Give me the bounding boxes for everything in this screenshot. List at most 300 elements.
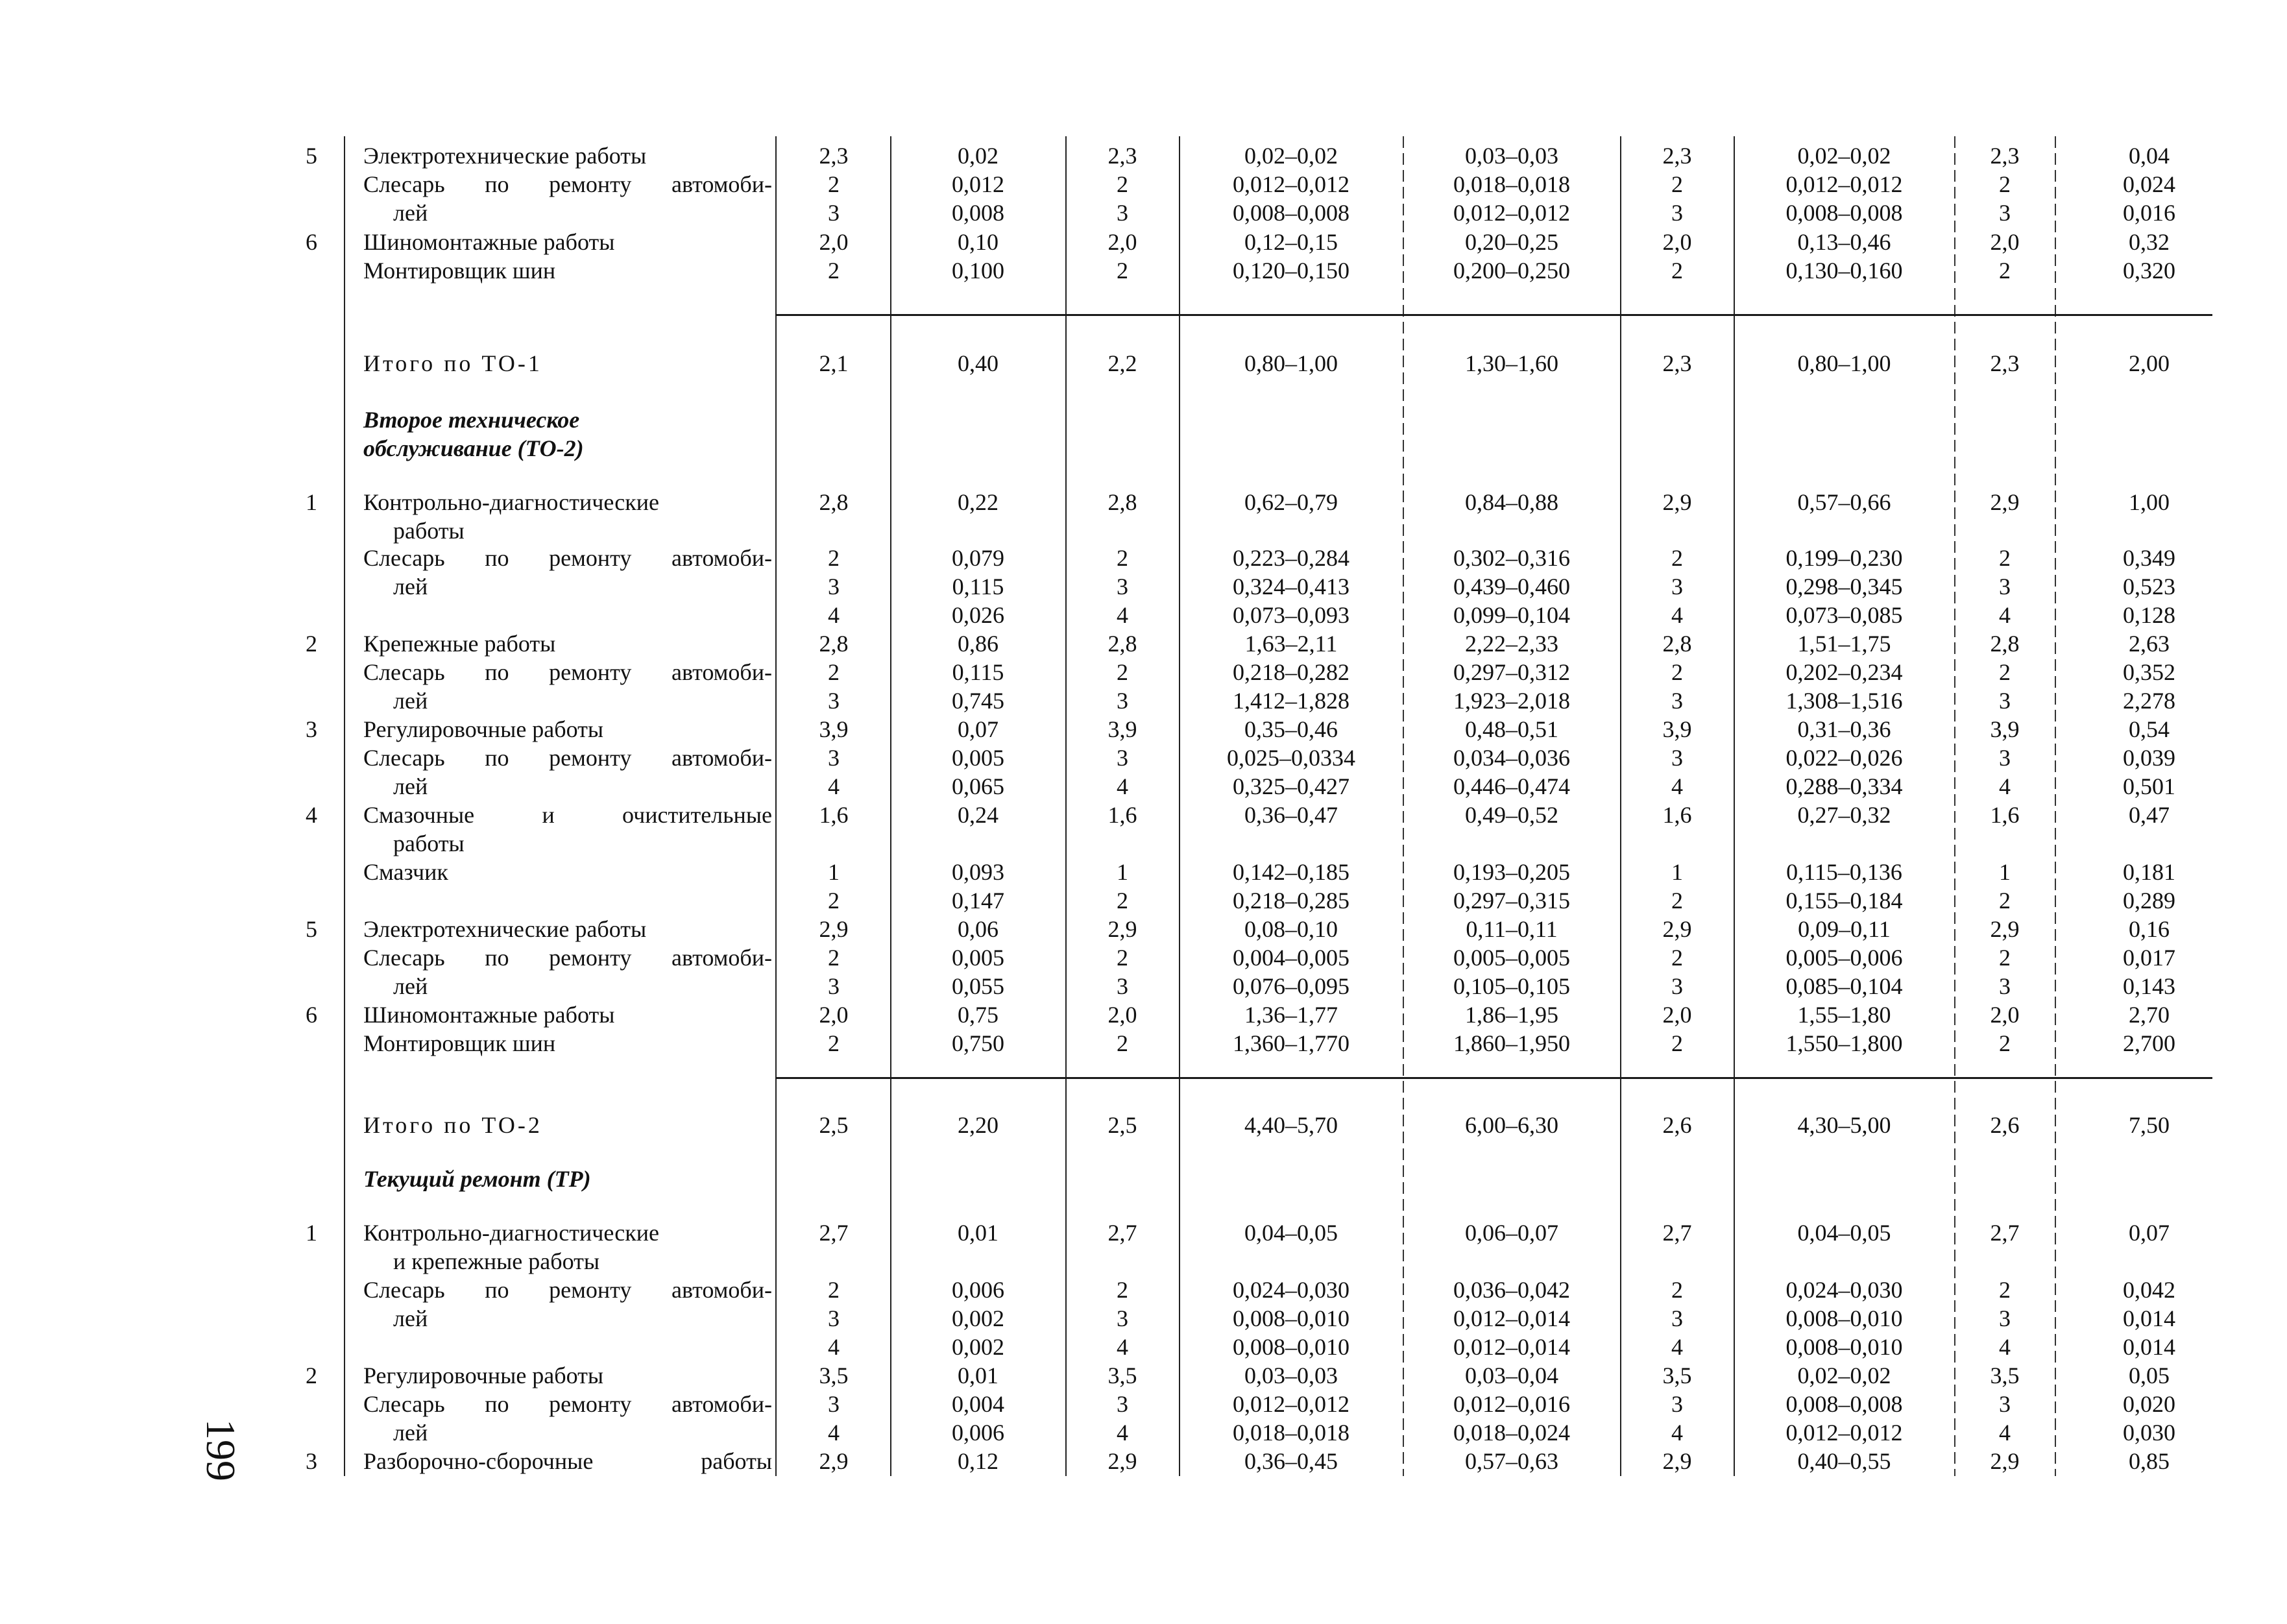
value-cell-col4: 0,223–0,284 [1233,545,1349,571]
value-cell-col6: 3 [1671,973,1683,999]
value-cell-col2: 0,065 [952,773,1004,799]
value-cell-col4: 0,076–0,095 [1233,973,1349,999]
value-cell-col3: 2,8 [1107,489,1137,515]
value-cell-col2: 0,115 [952,659,1004,685]
column-rule [890,136,891,1476]
value-cell-col5: 0,018–0,024 [1453,1420,1570,1446]
value-cell-col9: 0,030 [2123,1420,2175,1446]
table-row [0,488,2287,516]
value-cell-col3: 2,5 [1107,1112,1137,1138]
value-cell-col8: 3 [1999,1305,2011,1331]
work-name: работы [393,830,465,856]
value-cell-col5: 1,30–1,60 [1465,350,1558,376]
value-cell-col9: 0,523 [2123,574,2175,600]
value-cell-col7: 0,09–0,11 [1798,916,1891,942]
value-cell-col9: 0,017 [2123,945,2175,971]
value-cell-col1: 2,7 [819,1220,849,1246]
value-cell-col3: 2,8 [1107,631,1137,657]
value-cell-col5: 0,48–0,51 [1465,716,1558,742]
value-cell-col1: 2,8 [819,489,849,515]
value-cell-col1: 2,8 [819,631,849,657]
value-cell-col4: 0,018–0,018 [1233,1420,1349,1446]
table-row [0,1111,2287,1139]
value-cell-col4: 0,36–0,45 [1244,1448,1338,1474]
value-cell-col8: 2,8 [1990,631,2020,657]
value-cell-col7: 0,04–0,05 [1797,1220,1891,1246]
value-cell-col9: 2,70 [2129,1002,2170,1028]
value-cell-col3: 2,9 [1107,1448,1137,1474]
value-cell-col6: 2 [1671,258,1683,284]
value-cell-col2: 0,40 [958,350,998,376]
value-cell-col3: 3 [1117,745,1128,771]
value-cell-col2: 0,22 [958,489,998,515]
value-cell-col5: 0,06–0,07 [1465,1220,1558,1246]
value-cell-col9: 0,014 [2123,1334,2175,1360]
value-cell-col7: 1,55–1,80 [1797,1002,1891,1028]
value-cell-col9: 1,00 [2129,489,2170,515]
value-cell-col6: 3,9 [1662,716,1692,742]
value-cell-col8: 3,5 [1990,1363,2020,1388]
value-cell-col1: 3 [828,574,840,600]
value-cell-col2: 0,75 [958,1002,998,1028]
column-rule [1065,136,1067,1476]
value-cell-col3: 3 [1117,574,1128,600]
value-cell-col1: 3,5 [819,1363,849,1388]
value-cell-col1: 2 [828,258,840,284]
value-cell-col3: 1,6 [1107,802,1137,828]
value-cell-col6: 4 [1671,773,1683,799]
value-cell-col5: 1,923–2,018 [1453,688,1570,714]
value-cell-col5: 1,860–1,950 [1453,1030,1570,1056]
value-cell-col1: 2 [828,945,840,971]
table-row [0,915,2287,943]
value-cell-col4: 0,35–0,46 [1244,716,1338,742]
item-number: 6 [306,1002,317,1028]
value-cell-col3: 2 [1117,1030,1128,1056]
value-cell-col5: 0,57–0,63 [1465,1448,1558,1474]
work-name: Регулировочные работы [363,1363,604,1388]
value-cell-col4: 0,073–0,093 [1233,602,1349,628]
value-cell-col9: 0,016 [2123,200,2175,226]
value-cell-col8: 2,3 [1990,143,2020,169]
work-name: Электротехнические работы [363,916,647,942]
value-cell-col4: 0,008–0,010 [1233,1334,1349,1360]
table-row [0,943,2287,972]
value-cell-col2: 0,01 [958,1363,998,1388]
value-cell-col8: 3 [1999,745,2011,771]
value-cell-col8: 2,0 [1990,229,2020,255]
value-cell-col6: 2,9 [1662,489,1692,515]
table-row [0,1000,2287,1029]
value-cell-col6: 2,7 [1662,1220,1692,1246]
value-cell-col6: 2,3 [1662,350,1692,376]
value-cell-col6: 2,6 [1662,1112,1692,1138]
value-cell-col9: 0,181 [2123,859,2175,885]
value-cell-col7: 0,298–0,345 [1785,574,1903,600]
value-cell-col5: 6,00–6,30 [1465,1112,1558,1138]
value-cell-col2: 0,12 [958,1448,998,1474]
work-name: Слесарь по ремонту автомоби- [363,1391,772,1417]
value-cell-col6: 3 [1671,200,1683,226]
work-name: работы [393,518,465,544]
value-cell-col6: 2,8 [1662,631,1692,657]
value-cell-col8: 3,9 [1990,716,2020,742]
item-number: 2 [306,631,317,657]
table-row [0,715,2287,744]
table-row [0,658,2287,686]
value-cell-col5: 0,012–0,014 [1453,1334,1570,1360]
value-cell-col8: 4 [1999,602,2011,628]
work-name: лей [393,200,428,226]
value-cell-col8: 2 [1999,659,2011,685]
value-cell-col2: 0,006 [952,1277,1004,1303]
value-cell-col6: 3 [1671,1391,1683,1417]
value-cell-col7: 0,115–0,136 [1786,859,1902,885]
value-cell-col5: 0,439–0,460 [1453,574,1570,600]
value-cell-col6: 3 [1671,574,1683,600]
value-cell-col2: 0,02 [958,143,998,169]
value-cell-col8: 4 [1999,1420,2011,1446]
value-cell-col7: 0,31–0,36 [1797,716,1891,742]
value-cell-col4: 0,80–1,00 [1244,350,1338,376]
value-cell-col9: 0,85 [2129,1448,2170,1474]
value-cell-col3: 2 [1117,945,1128,971]
value-cell-col2: 0,093 [952,859,1004,885]
value-cell-col5: 0,193–0,205 [1453,859,1570,885]
item-number: 4 [306,802,317,828]
value-cell-col7: 0,012–0,012 [1785,171,1903,197]
table-row [0,434,2287,463]
value-cell-col2: 0,008 [952,200,1004,226]
column-rule [1954,136,1955,1476]
column-rule [1179,136,1180,1476]
value-cell-col9: 0,014 [2123,1305,2175,1331]
value-cell-col4: 0,03–0,03 [1244,1363,1338,1388]
value-cell-col2: 0,026 [952,602,1004,628]
value-cell-col4: 1,63–2,11 [1244,631,1338,657]
value-cell-col6: 2 [1671,545,1683,571]
value-cell-col7: 0,199–0,230 [1785,545,1903,571]
value-cell-col8: 1,6 [1990,802,2020,828]
value-cell-col8: 2,9 [1990,489,2020,515]
value-cell-col7: 0,02–0,02 [1797,143,1891,169]
work-name: Контрольно-диагностические [363,1220,659,1246]
value-cell-col7: 1,550–1,800 [1785,1030,1903,1056]
value-cell-col3: 2,9 [1107,916,1137,942]
total-label: Итого по ТО-1 [363,350,542,376]
table-row [0,1029,2287,1058]
value-cell-col6: 4 [1671,1420,1683,1446]
value-cell-col4: 0,08–0,10 [1244,916,1338,942]
table-row [0,772,2287,801]
work-name: Крепежные работы [363,631,556,657]
value-cell-col7: 0,57–0,66 [1797,489,1891,515]
work-name: Шиномонтажные работы [363,1002,615,1028]
value-cell-col7: 0,008–0,008 [1785,1391,1903,1417]
value-cell-col8: 2,0 [1990,1002,2020,1028]
table-row [0,1247,2287,1276]
table-row [0,1218,2287,1247]
value-cell-col8: 3 [1999,200,2011,226]
value-cell-col2: 0,055 [952,973,1004,999]
value-cell-col9: 0,024 [2123,171,2175,197]
value-cell-col8: 2,3 [1990,350,2020,376]
value-cell-col6: 3 [1671,745,1683,771]
table-row [0,1418,2287,1447]
value-cell-col4: 0,218–0,282 [1233,659,1349,685]
value-cell-col9: 0,289 [2123,888,2175,914]
value-cell-col3: 3,9 [1107,716,1137,742]
table-row [0,228,2287,256]
value-cell-col3: 2,0 [1107,229,1137,255]
value-cell-col7: 0,008–0,008 [1785,200,1903,226]
value-cell-col3: 2 [1117,545,1128,571]
value-cell-col2: 0,005 [952,745,1004,771]
value-cell-col6: 4 [1671,602,1683,628]
value-cell-col1: 3 [828,1391,840,1417]
value-cell-col7: 0,13–0,46 [1797,229,1891,255]
value-cell-col4: 0,218–0,285 [1233,888,1349,914]
value-cell-col6: 1 [1671,859,1683,885]
value-cell-col3: 2,3 [1107,143,1137,169]
value-cell-col1: 3,9 [819,716,849,742]
column-rule [1734,136,1735,1476]
value-cell-col5: 0,005–0,005 [1453,945,1570,971]
table-row [0,544,2287,572]
value-cell-col6: 2,9 [1662,1448,1692,1474]
table-row [0,1447,2287,1475]
value-cell-col4: 1,36–1,77 [1244,1002,1338,1028]
value-cell-col9: 0,07 [2129,1220,2170,1246]
value-cell-col5: 0,200–0,250 [1453,258,1570,284]
section-heading: Текущий ремонт (ТР) [363,1166,591,1192]
value-cell-col5: 0,012–0,014 [1453,1305,1570,1331]
value-cell-col1: 1,6 [819,802,849,828]
value-cell-col2: 0,079 [952,545,1004,571]
item-number: 1 [306,1220,317,1246]
value-cell-col8: 1 [1999,859,2011,885]
item-number: 5 [306,916,317,942]
value-cell-col6: 2 [1671,171,1683,197]
work-name: Разборочно-сборочные работы [363,1448,772,1474]
value-cell-col2: 0,147 [952,888,1004,914]
value-cell-col8: 3 [1999,1391,2011,1417]
value-cell-col9: 0,04 [2129,143,2170,169]
value-cell-col4: 0,120–0,150 [1233,258,1349,284]
value-cell-col9: 0,47 [2129,802,2170,828]
section-divider [775,314,2212,316]
value-cell-col3: 1 [1117,859,1128,885]
value-cell-col5: 2,22–2,33 [1465,631,1558,657]
value-cell-col8: 2 [1999,1030,2011,1056]
value-cell-col4: 0,02–0,02 [1244,143,1338,169]
value-cell-col9: 0,54 [2129,716,2170,742]
table-row [0,886,2287,915]
value-cell-col1: 2,0 [819,229,849,255]
column-rule [775,136,777,1476]
value-cell-col3: 3 [1117,688,1128,714]
value-cell-col4: 0,012–0,012 [1233,1391,1349,1417]
value-cell-col9: 2,63 [2129,631,2170,657]
value-cell-col3: 4 [1117,1420,1128,1446]
value-cell-col3: 3 [1117,973,1128,999]
value-cell-col4: 0,024–0,030 [1233,1277,1349,1303]
value-cell-col5: 0,302–0,316 [1453,545,1570,571]
value-cell-col7: 0,40–0,55 [1797,1448,1891,1474]
value-cell-col6: 4 [1671,1334,1683,1360]
value-cell-col7: 0,27–0,32 [1797,802,1891,828]
value-cell-col1: 3 [828,745,840,771]
value-cell-col9: 0,16 [2129,916,2170,942]
value-cell-col5: 0,11–0,11 [1466,916,1558,942]
work-name: Слесарь по ремонту автомоби- [363,545,772,571]
column-rule [1620,136,1621,1476]
value-cell-col4: 0,325–0,427 [1233,773,1349,799]
value-cell-col4: 0,04–0,05 [1244,1220,1338,1246]
value-cell-col4: 0,004–0,005 [1233,945,1349,971]
value-cell-col7: 0,022–0,026 [1785,745,1903,771]
value-cell-col2: 0,002 [952,1305,1004,1331]
table-row [0,1165,2287,1193]
value-cell-col6: 3 [1671,1305,1683,1331]
value-cell-col2: 0,07 [958,716,998,742]
value-cell-col7: 1,308–1,516 [1785,688,1903,714]
section-divider [775,1077,2212,1079]
value-cell-col8: 2 [1999,945,2011,971]
item-number: 3 [306,716,317,742]
value-cell-col5: 0,012–0,012 [1453,200,1570,226]
table-row [0,141,2287,170]
value-cell-col8: 2,6 [1990,1112,2020,1138]
work-name: Шиномонтажные работы [363,229,615,255]
value-cell-col9: 0,042 [2123,1277,2175,1303]
value-cell-col1: 4 [828,1420,840,1446]
value-cell-col5: 0,446–0,474 [1453,773,1570,799]
value-cell-col2: 0,115 [952,574,1004,600]
value-cell-col2: 0,012 [952,171,1004,197]
total-label: Итого по ТО-2 [363,1112,542,1138]
work-name: Электротехнические работы [363,143,647,169]
value-cell-col8: 2,9 [1990,1448,2020,1474]
value-cell-col6: 2 [1671,1030,1683,1056]
value-cell-col9: 2,700 [2123,1030,2175,1056]
value-cell-col4: 0,324–0,413 [1233,574,1349,600]
value-cell-col5: 0,034–0,036 [1453,745,1570,771]
work-name: Монтировщик шин [363,258,556,284]
value-cell-col3: 3 [1117,1391,1128,1417]
value-cell-col8: 3 [1999,574,2011,600]
value-cell-col1: 4 [828,602,840,628]
value-cell-col1: 2 [828,659,840,685]
value-cell-col4: 0,36–0,47 [1244,802,1338,828]
value-cell-col8: 2 [1999,171,2011,197]
value-cell-col4: 0,025–0,0334 [1227,745,1355,771]
value-cell-col9: 0,039 [2123,745,2175,771]
work-name: Слесарь по ремонту автомоби- [363,1277,772,1303]
table-row [0,349,2287,378]
table-row [0,1304,2287,1333]
value-cell-col4: 1,360–1,770 [1233,1030,1349,1056]
work-name: лей [393,688,428,714]
column-rule [1403,136,1404,1476]
table-row [0,801,2287,829]
item-number: 2 [306,1363,317,1388]
value-cell-col6: 2,3 [1662,143,1692,169]
value-cell-col7: 0,008–0,010 [1785,1305,1903,1331]
value-cell-col6: 1,6 [1662,802,1692,828]
value-cell-col4: 0,62–0,79 [1244,489,1338,515]
value-cell-col1: 4 [828,773,840,799]
table-row [0,601,2287,629]
value-cell-col8: 4 [1999,1334,2011,1360]
value-cell-col7: 0,80–1,00 [1797,350,1891,376]
item-number: 1 [306,489,317,515]
value-cell-col1: 2 [828,1277,840,1303]
work-name: лей [393,973,428,999]
value-cell-col9: 0,020 [2123,1391,2175,1417]
value-cell-col7: 0,024–0,030 [1785,1277,1903,1303]
section-heading: обслуживание (ТО-2) [363,435,584,461]
value-cell-col3: 3 [1117,1305,1128,1331]
value-cell-col5: 0,105–0,105 [1453,973,1570,999]
value-cell-col9: 0,352 [2123,659,2175,685]
table-row [0,256,2287,285]
value-cell-col2: 0,005 [952,945,1004,971]
value-cell-col1: 3 [828,688,840,714]
value-cell-col7: 0,005–0,006 [1785,945,1903,971]
value-cell-col5: 0,297–0,312 [1453,659,1570,685]
value-cell-col2: 2,20 [958,1112,998,1138]
value-cell-col8: 2 [1999,888,2011,914]
value-cell-col1: 2,5 [819,1112,849,1138]
value-cell-col3: 2,0 [1107,1002,1137,1028]
value-cell-col1: 4 [828,1334,840,1360]
value-cell-col6: 2 [1671,1277,1683,1303]
value-cell-col3: 2 [1117,659,1128,685]
value-cell-col6: 2,0 [1662,1002,1692,1028]
table-row [0,1333,2287,1361]
value-cell-col7: 0,008–0,010 [1785,1334,1903,1360]
value-cell-col8: 2,7 [1990,1220,2020,1246]
work-name: лей [393,773,428,799]
table-row [0,744,2287,772]
item-number: 6 [306,229,317,255]
value-cell-col7: 0,288–0,334 [1785,773,1903,799]
work-name: лей [393,574,428,600]
column-rule [2055,136,2056,1476]
value-cell-col7: 0,02–0,02 [1797,1363,1891,1388]
value-cell-col5: 0,84–0,88 [1465,489,1558,515]
value-cell-col3: 4 [1117,773,1128,799]
value-cell-col9: 0,349 [2123,545,2175,571]
value-cell-col8: 4 [1999,773,2011,799]
value-cell-col8: 2 [1999,545,2011,571]
value-cell-col1: 3 [828,973,840,999]
value-cell-col4: 0,012–0,012 [1233,171,1349,197]
work-name: лей [393,1420,428,1446]
value-cell-col2: 0,004 [952,1391,1004,1417]
value-cell-col1: 2 [828,171,840,197]
value-cell-col1: 2 [828,1030,840,1056]
value-cell-col9: 0,320 [2123,258,2175,284]
value-cell-col2: 0,10 [958,229,998,255]
value-cell-col2: 0,100 [952,258,1004,284]
value-cell-col2: 0,006 [952,1420,1004,1446]
value-cell-col2: 0,01 [958,1220,998,1246]
work-name: Слесарь по ремонту автомоби- [363,745,772,771]
value-cell-col2: 0,86 [958,631,998,657]
value-cell-col9: 2,00 [2129,350,2170,376]
